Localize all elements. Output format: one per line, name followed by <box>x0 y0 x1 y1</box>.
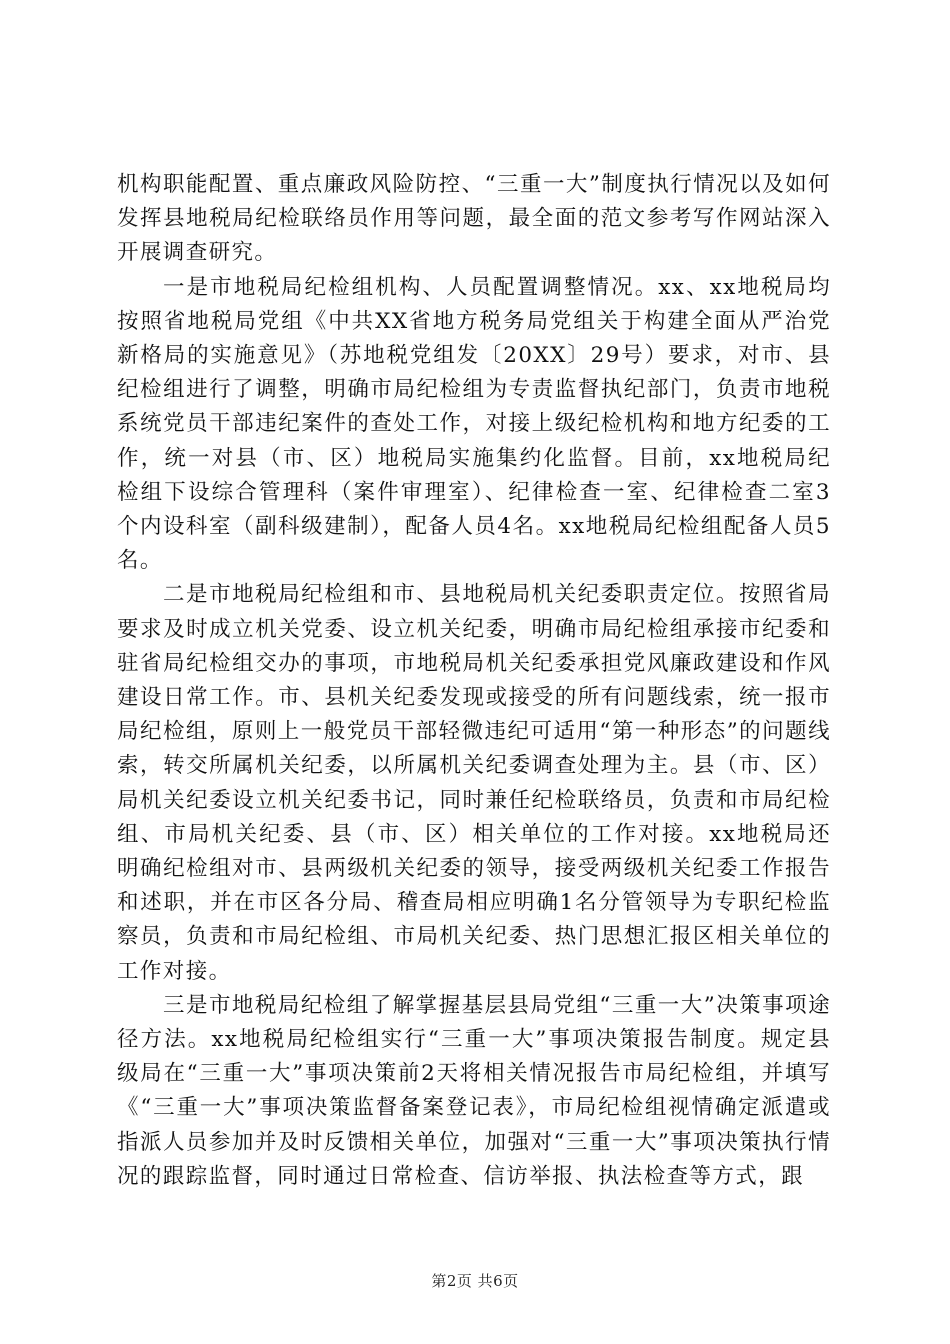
page-footer: 第2页 共6页 <box>431 1272 519 1290</box>
document-body <box>117 168 831 1194</box>
paragraph-responsibilities: 二是市地税局纪检组和市、县地税局机关纪委职责定位。按照省局要求及时成立机关党委、设立机关纪委，明确市局纪检组承接市纪委和驻省局纪检组交办的事项，市地税局机关纪委承担党风廉政建设和作风建设日常工作。市、县机关纪委发现或接受的所有问题线索，统一报市局纪检组，原则上一般党员干部轻微违纪可适用“第一种形态”的问题线索，转交所属机关纪委，以所属机关纪委调查处理为主。县（市、区）局机关纪委设立机关纪委书记，同时兼任纪检联络员，负责和市局纪检组、市局机关纪委、县（市、区）相关单位的工作对接。xx地税局还明确纪检组对市、县两级机关纪委的领导，接受两级机关纪委工作报告和述职，并在市区各分局、稽查局相应明确1名分管领导为专职纪检监察员，负责和市局纪检组、市局机关纪委、热门思想汇报区相关单位的工作对接。 <box>117 582 831 984</box>
paragraph-decision-reporting: 三是市地税局纪检组了解掌握基层县局党组“三重一大”决策事项途径方法。xx地税局纪检组实行“三重一大”事项决策报告制度。规定县级局在“三重一大”事项决策前2天将相关情况报告市局纪检组，并填写《“三重一大”事项决策监督备案登记表》，市局纪检组视情确定派遣或指派人员参加并及时反馈相关单位，加强对“三重一大”事项决策执行情况的跟踪监督，同时通过日常检查、信访举报、执法检查等方式，跟 <box>117 992 831 1189</box>
paragraph-continuation: 机构职能配置、重点廉政风险防控、“三重一大”制度执行情况以及如何发挥县地税局纪检联络员作用等问题，最全面的范文参考写作网站深入开展调查研究。 <box>117 172 831 266</box>
paragraph-staffing: 一是市地税局纪检组机构、人员配置调整情况。xx、xx地税局均按照省地税局党组《中共XX省地方税务局党组关于构建全面从严治党新格局的实施意见》（苏地税党组发〔20XX〕29号）要求，对市、县纪检组进行了调整，明确市局纪检组为专责监督执纪部门，负责市地税系统党员干部违纪案件的查处工作，对接上级纪检机构和地方纪委的工作，统一对县（市、区）地税局实施集约化监督。目前，xx地税局纪检组下设综合管理科（案件审理室）、纪律检查一室、纪律检查二室3个内设科室（副科级建制），配备人员4名。xx地税局纪检组配备人员5名。 <box>117 274 831 574</box>
